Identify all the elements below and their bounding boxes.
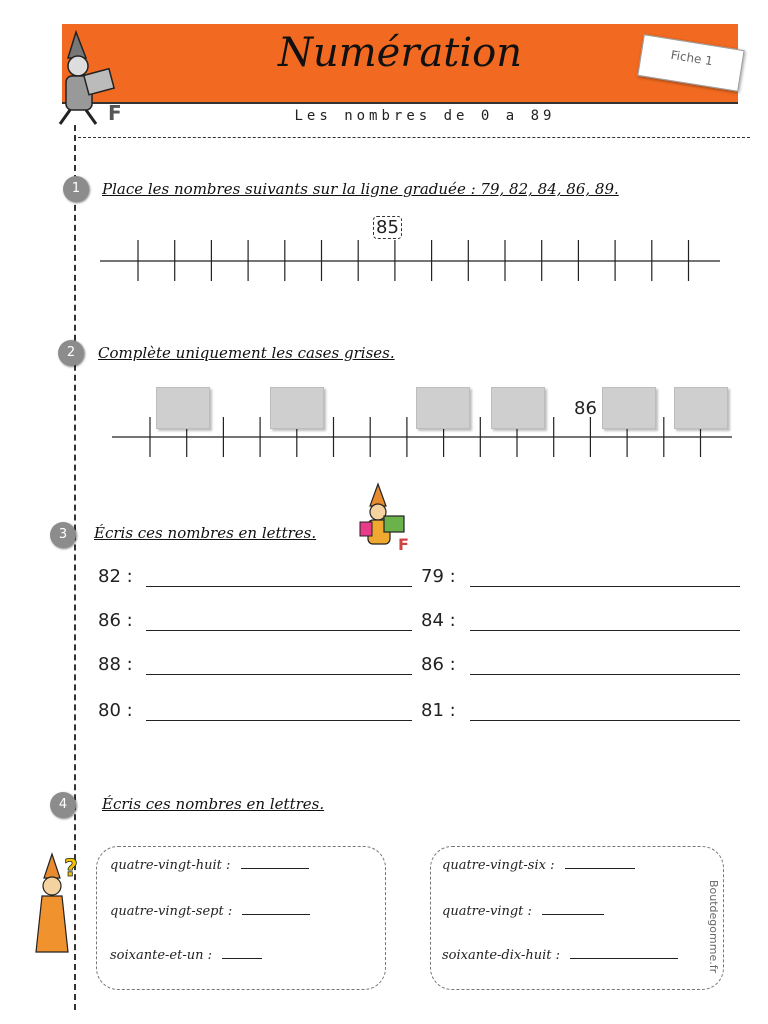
page-title: Numération <box>277 30 523 76</box>
word-number-label: quatre-vingt-huit : <box>110 858 309 873</box>
answer-line[interactable] <box>146 586 412 587</box>
exercise2-instruction: Complète uniquement les cases grises. <box>98 344 395 362</box>
grey-box[interactable] <box>491 387 545 429</box>
step-badge-1: 1 <box>63 176 89 202</box>
number-label: 79 : <box>421 566 456 587</box>
answer-line[interactable] <box>565 868 635 869</box>
word-number-label: quatre-vingt : <box>442 904 604 919</box>
exercise3-instruction: Écris ces nombres en lettres. <box>94 524 317 542</box>
page-subtitle: Les nombres de 0 a 89 <box>294 108 556 124</box>
answer-line[interactable] <box>470 720 740 721</box>
number-label: 86 : <box>98 610 133 631</box>
word-number-label: quatre-vingt-six : <box>442 858 635 873</box>
word-number-label: soixante-et-un : <box>110 948 262 963</box>
answer-line[interactable] <box>242 914 310 915</box>
step-badge-2: 2 <box>58 340 84 366</box>
answer-line[interactable] <box>542 914 604 915</box>
answer-line[interactable] <box>470 630 740 631</box>
svg-text:F: F <box>108 101 122 125</box>
answer-line[interactable] <box>241 868 309 869</box>
exercise1-instruction: Place les nombres suivants sur la ligne graduée : 79, 82, 84, 86, 89. <box>102 180 619 198</box>
answer-line[interactable] <box>146 720 412 721</box>
answer-line[interactable] <box>146 630 412 631</box>
grey-box[interactable] <box>674 387 728 429</box>
step-badge-3: 3 <box>50 522 76 548</box>
answer-line[interactable] <box>146 674 412 675</box>
fiche-label: Fiche 1 <box>637 34 744 91</box>
site-credit: Boutdegomme.fr <box>707 880 720 974</box>
number-label: 80 : <box>98 700 133 721</box>
number-label: 88 : <box>98 654 133 675</box>
number-label: 86 : <box>421 654 456 675</box>
question-mark-icon <box>30 852 90 962</box>
svg-text:F: F <box>398 535 409 554</box>
wizard-mascot-icon <box>350 482 420 554</box>
exercise2-given-value: 86 <box>574 398 597 419</box>
word-number-label: quatre-vingt-sept : <box>110 904 310 919</box>
number-label: 81 : <box>421 700 456 721</box>
grey-box[interactable] <box>602 387 656 429</box>
word-number-label: soixante-dix-huit : <box>442 948 678 963</box>
grey-box[interactable] <box>270 387 324 429</box>
grey-box[interactable] <box>156 387 210 429</box>
number-label: 82 : <box>98 566 133 587</box>
svg-text:?: ? <box>64 854 78 882</box>
number-label: 84 : <box>421 610 456 631</box>
step-badge-4: 4 <box>50 792 76 818</box>
answer-line[interactable] <box>470 674 740 675</box>
exercise1-given-value: 85 <box>373 216 402 239</box>
exercise4-instruction: Écris ces nombres en lettres. <box>102 795 325 813</box>
answer-line[interactable] <box>470 586 740 587</box>
grey-box[interactable] <box>416 387 470 429</box>
answer-line[interactable] <box>222 958 262 959</box>
answer-line[interactable] <box>570 958 678 959</box>
